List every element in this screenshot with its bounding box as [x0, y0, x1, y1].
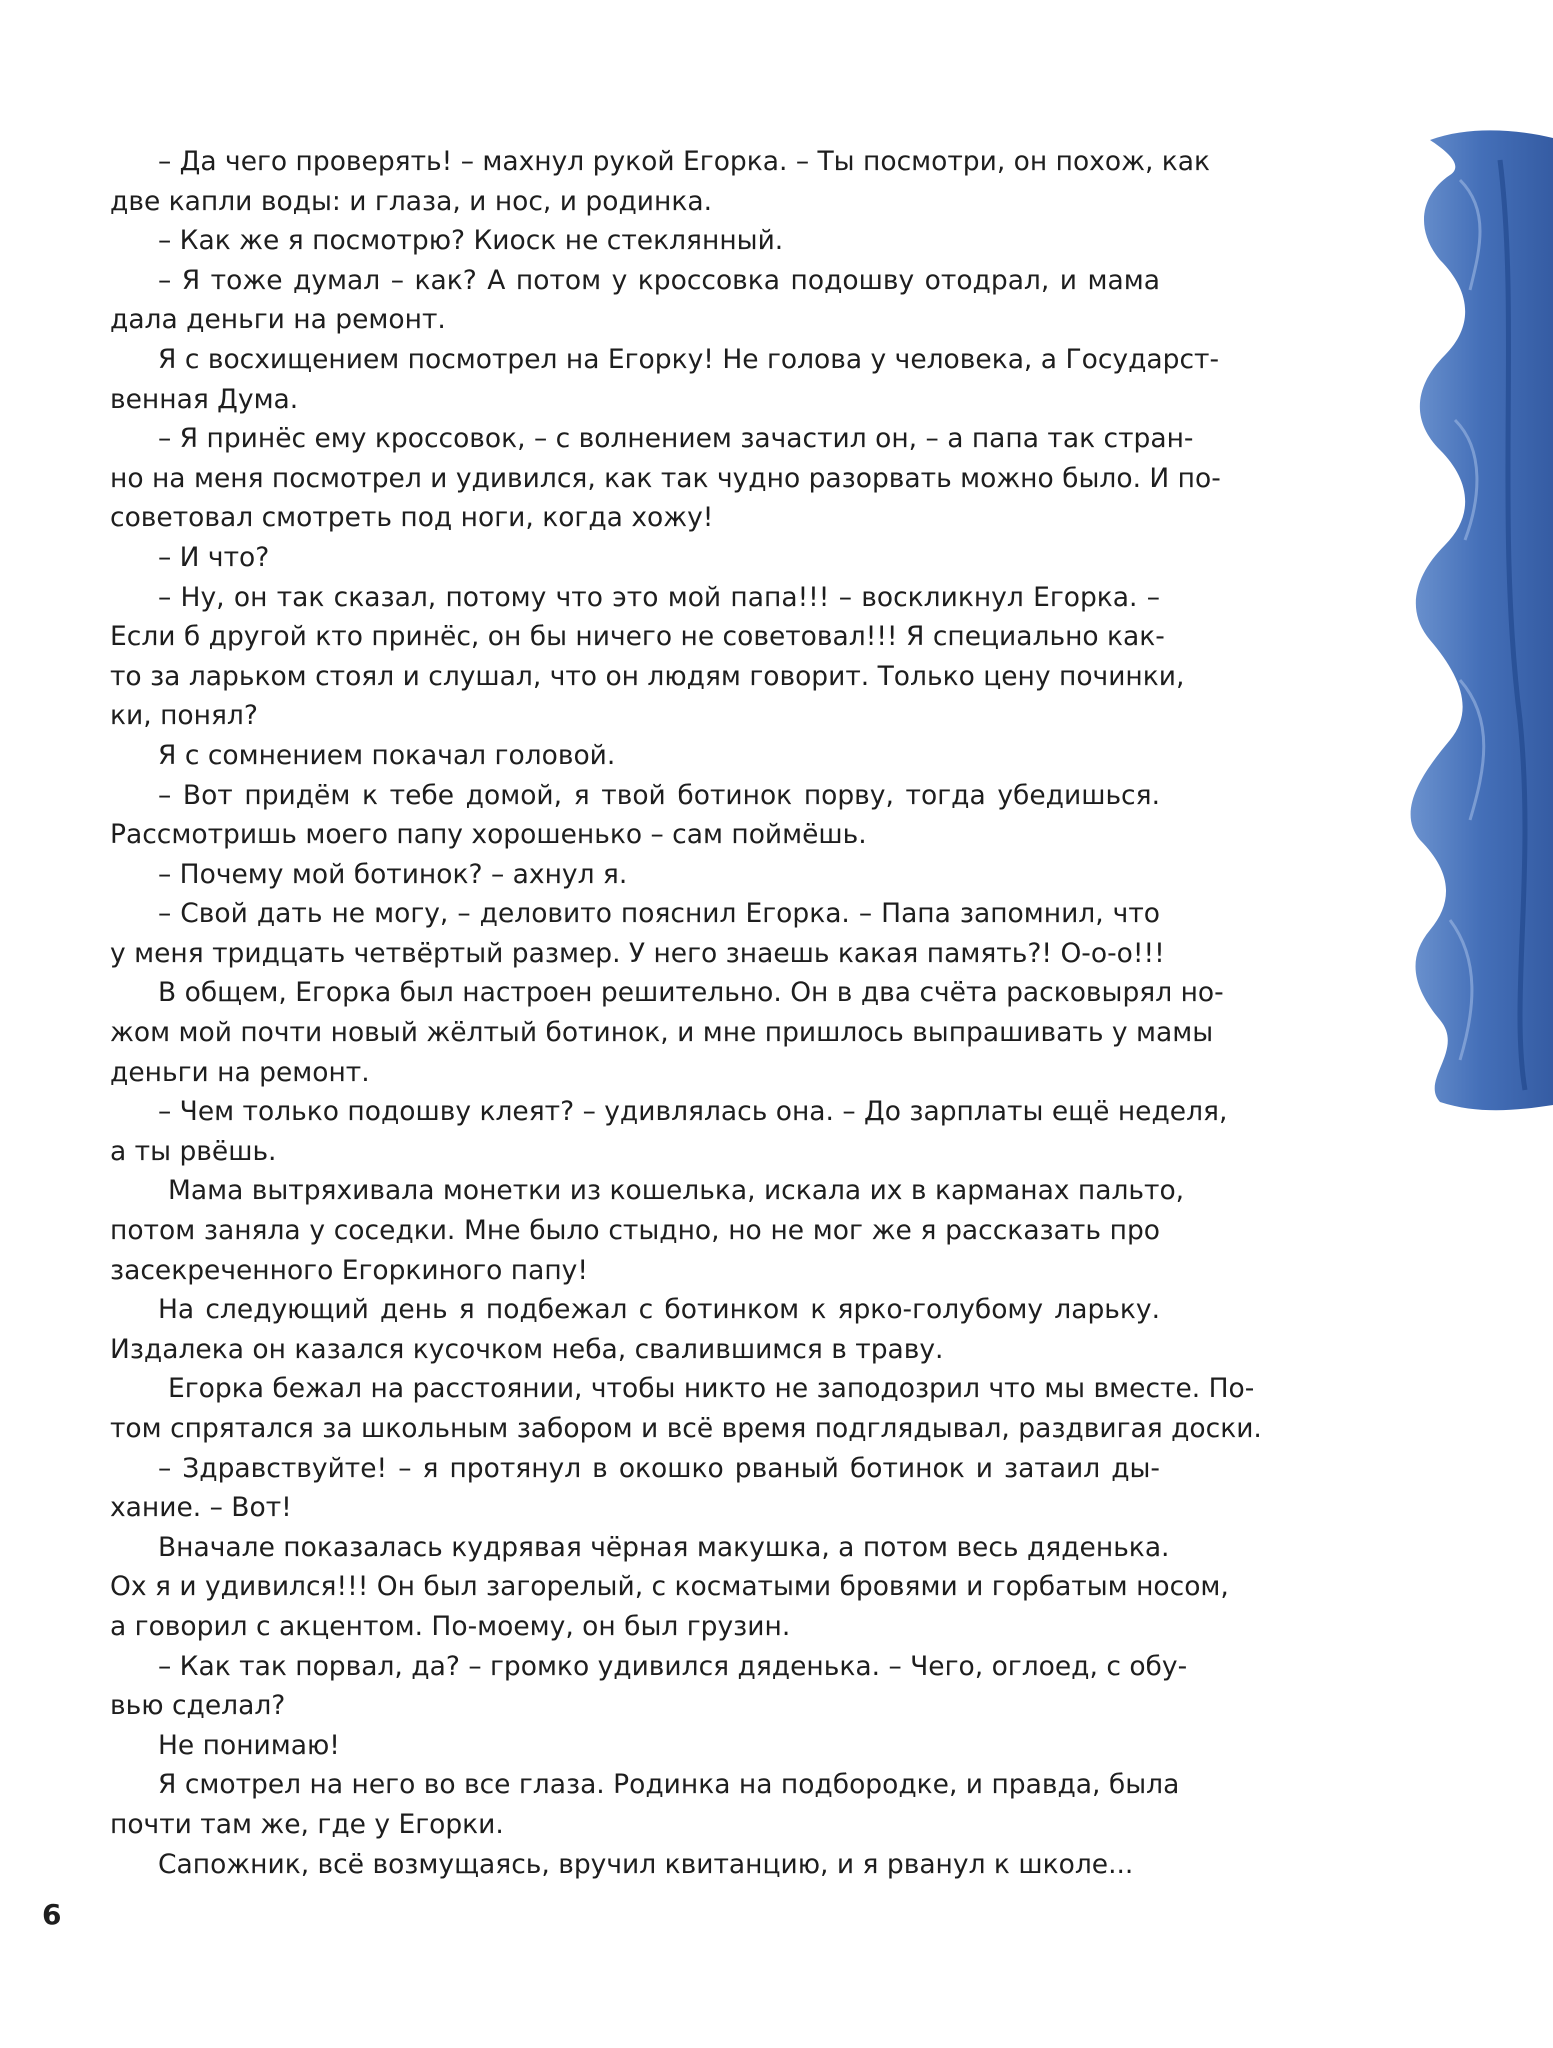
text-line: а говорил с акцентом. По-моему, он был грузин. — [110, 1610, 791, 1642]
text-line: хание. – Вот! — [110, 1492, 292, 1524]
page-number: 6 — [42, 1898, 62, 1931]
text-line: но на меня посмотрел и удивился, как так чудно разорвать можно было. И по- — [110, 462, 1221, 494]
text-line: дала деньги на ремонт. — [110, 304, 446, 336]
text-line: На следующий день я подбежал с ботинком к ярко-голубому ларьку. — [158, 1294, 1160, 1326]
text-line: Издалека он казался кусочком неба, свалившимся в траву. — [110, 1333, 944, 1365]
text-line: – Свой дать не могу, – деловито пояснил Егорка. – Папа запомнил, что — [158, 898, 1160, 930]
text-line: потом заняла у соседки. Мне было стыдно, но не мог же я рассказать про — [110, 1215, 1160, 1247]
text-line: ки, понял? — [110, 700, 258, 732]
text-line: советовал смотреть под ноги, когда хожу! — [110, 502, 714, 534]
text-line: Если б другой кто принёс, он бы ничего не советовал!!! Я специально как- — [110, 621, 1165, 653]
text-line: Егорка бежал на расстоянии, чтобы никто не заподозрил что мы вместе. По- — [168, 1373, 1255, 1405]
blue-paint-stroke-illustration — [1400, 120, 1553, 1120]
text-line: Я с сомнением покачал головой. — [158, 739, 616, 771]
text-line: – Я принёс ему кроссовок, – с волнением зачастил он, – а папа так стран- — [158, 423, 1194, 455]
text-line: а ты рвёшь. — [110, 1135, 277, 1167]
text-line: – Как же я посмотрю? Киоск не стеклянный. — [158, 225, 784, 257]
text-line: – Я тоже думал – как? А потом у кроссовка подошву отодрал, и мама — [158, 264, 1160, 296]
text-line: – И что? — [158, 541, 270, 573]
text-line: жом мой почти новый жёлтый ботинок, и мне пришлось выпрашивать у мамы — [110, 1017, 1214, 1049]
text-line: – Да чего проверять! – махнул рукой Егорка. – Ты посмотри, он похож, как — [158, 146, 1211, 177]
text-line: – Чем только подошву клеят? – удивлялась она. – До зарплаты ещё неделя, — [158, 1096, 1228, 1128]
text-line: – Ну, он так сказал, потому что это мой папа!!! – воскликнул Егорка. – — [158, 581, 1160, 613]
text-line: Сапожник, всё возмущаясь, вручил квитанцию, и я рванул к школе... — [158, 1848, 1134, 1880]
text-line: Я смотрел на него во все глаза. Родинка на подбородке, и правда, была — [158, 1769, 1180, 1801]
text-line: Вначале показалась кудрявая чёрная макушка, а потом весь дяденька. — [158, 1531, 1170, 1563]
text-line: Рассмотришь моего папу хорошенько – сам поймёшь. — [110, 819, 867, 851]
text-line: Мама вытряхивала монетки из кошелька, искала их в карманах пальто, — [168, 1175, 1185, 1207]
text-line: – Как так порвал, да? – громко удивился дяденька. – Чего, оглоед, с обу- — [158, 1650, 1188, 1682]
text-line: деньги на ремонт. — [110, 1056, 370, 1088]
text-line: засекреченного Егоркиного папу! — [110, 1254, 588, 1286]
text-line: – Почему мой ботинок? – ахнул я. — [158, 858, 628, 890]
text-line: вью сделал? — [110, 1690, 286, 1722]
text-line: – Вот придём к тебе домой, я твой ботинок порву, тогда убедишься. — [158, 779, 1160, 811]
text-line: венная Дума. — [110, 383, 299, 415]
text-line: том спрятался за школьным забором и всё время подглядывал, раздвигая доски. — [110, 1413, 1262, 1444]
text-line: у меня тридцать четвёртый размер. У него знаешь какая память?! О-о-о!!! — [110, 937, 1165, 969]
story-text — [110, 142, 1262, 1884]
text-line: – Здравствуйте! – я протянул в окошко рваный ботинок и затаил ды- — [158, 1452, 1160, 1484]
text-line: Ох я и удивился!!! Он был загорелый, с косматыми бровями и горбатым носом, — [110, 1571, 1229, 1603]
text-line: В общем, Егорка был настроен решительно. Он в два счёта расковырял но- — [158, 977, 1224, 1009]
text-line: почти там же, где у Егорки. — [110, 1808, 504, 1840]
text-line: Я с восхищением посмотрел на Егорку! Не голова у человека, а Государст- — [158, 343, 1220, 375]
text-line: Не понимаю! — [158, 1729, 340, 1761]
text-line: то за ларьком стоял и слушал, что он людям говорит. Только цену починки, — [110, 660, 1185, 692]
text-line: две капли воды: и глаза, и нос, и родинка. — [110, 185, 712, 217]
